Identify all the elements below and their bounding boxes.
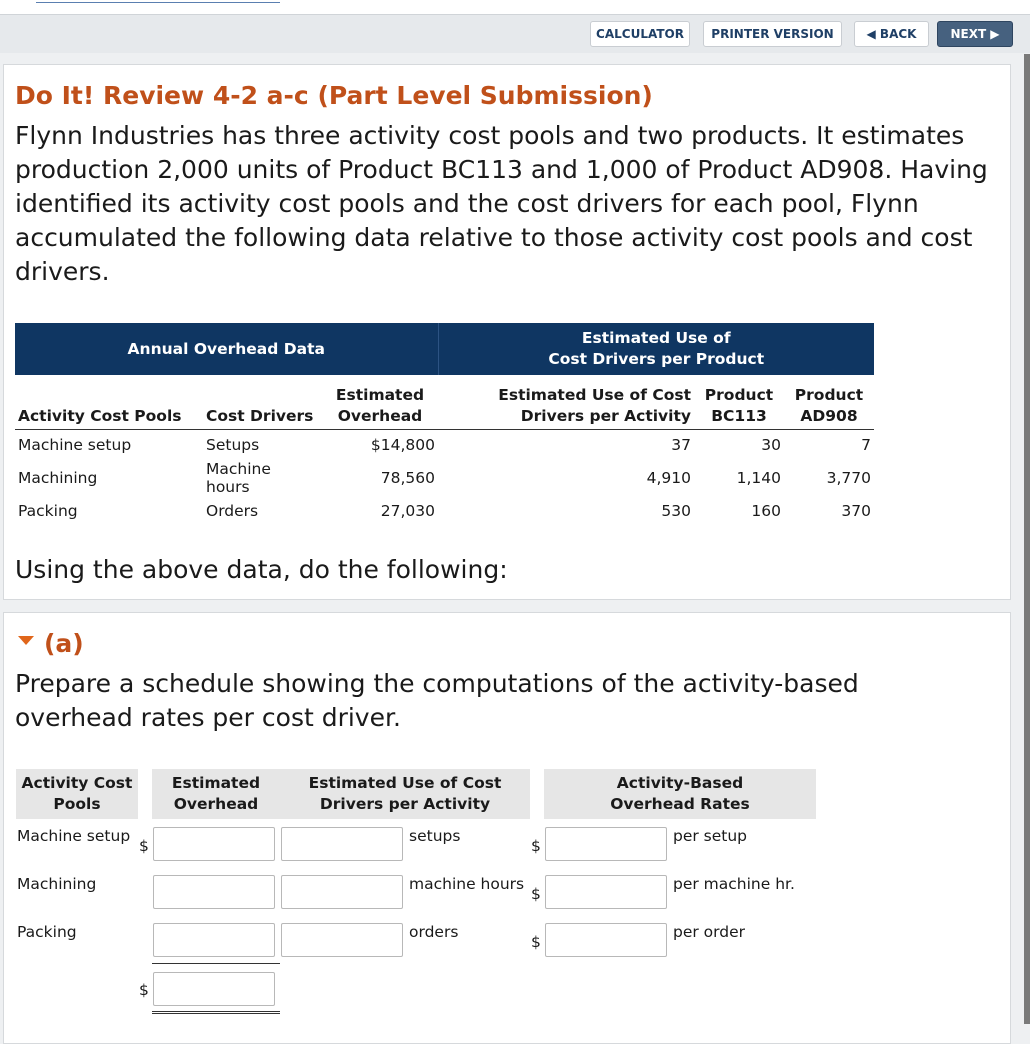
dollar-sign: $ xyxy=(139,981,149,999)
table-row xyxy=(15,460,874,496)
cell-driver: Setups xyxy=(206,436,260,454)
sch-col-use-l1: Estimated Use of Cost xyxy=(308,774,502,792)
col-product-ad908 xyxy=(784,375,874,430)
col-estimated-use-l2: Drivers per Activity xyxy=(520,407,691,425)
sch-col-overhead-l2: Overhead xyxy=(173,795,259,813)
cell-overhead: 78,560 xyxy=(380,469,435,487)
row-per: per setup xyxy=(673,827,748,845)
schedule-total-row xyxy=(16,963,816,1012)
sch-col-rates-l1: Activity-Based xyxy=(616,774,744,792)
dollar-sign: $ xyxy=(531,885,541,903)
schedule-table xyxy=(16,769,816,1014)
sch-gap xyxy=(138,769,152,819)
sch-col-use-l2: Drivers per Activity xyxy=(319,795,491,813)
cell-ad908: 370 xyxy=(841,502,871,520)
row-per: per order xyxy=(673,923,746,941)
estimated-use-header-l1: Estimated Use of xyxy=(581,329,731,347)
sch-col-rates xyxy=(544,769,816,819)
overhead-data-table xyxy=(15,323,874,526)
overhead-rate-input[interactable] xyxy=(545,923,667,957)
sch-col-overhead-l1: Estimated xyxy=(171,774,261,792)
sch-col-overhead xyxy=(152,769,280,819)
col-product-ad908-l1: Product xyxy=(794,386,864,404)
question-intro: Flynn Industries has three activity cost pools and two products. It estimates production 2,000 units of Product BC113 and 1,000 of Product AD908. Having identified its activity cost pools and the cost drivers for each pool, Flynn accumulated the following data relative to those activity cost pools and cost drivers. xyxy=(15,121,988,286)
question-title: Do It! Review 4-2 a-c (Part Level Submission) xyxy=(15,81,653,110)
estimated-overhead-input[interactable] xyxy=(153,875,275,909)
cell-driver: Orders xyxy=(206,502,259,520)
cell-pool: Machine setup xyxy=(18,436,132,454)
driver-usage-input[interactable] xyxy=(281,827,403,861)
row-unit: setups xyxy=(409,827,461,845)
col-product-bc113-l2: BC113 xyxy=(711,407,767,425)
part-a-panel xyxy=(3,612,1011,1044)
col-product-bc113 xyxy=(694,375,784,430)
part-a-label: (a) xyxy=(44,629,84,658)
part-a-prompt: Prepare a schedule showing the computations of the activity-based overhead rates per cost driver. xyxy=(15,669,859,732)
cell-use: 4,910 xyxy=(646,469,691,487)
sch-col-pools-l1: Activity Cost xyxy=(21,774,133,792)
dollar-sign: $ xyxy=(531,837,541,855)
col-estimated-overhead xyxy=(322,375,438,430)
schedule-row xyxy=(16,819,816,867)
cell-bc113: 1,140 xyxy=(736,469,781,487)
cell-ad908: 3,770 xyxy=(826,469,871,487)
estimated-overhead-input[interactable] xyxy=(153,923,275,957)
estimated-overhead-input[interactable] xyxy=(153,827,275,861)
total-overhead-input[interactable] xyxy=(153,972,275,1006)
overhead-rate-input[interactable] xyxy=(545,827,667,861)
annual-overhead-header: Annual Overhead Data xyxy=(15,323,438,375)
printer-version-button[interactable]: PRINTER VERSION xyxy=(703,21,842,47)
cell-overhead: 27,030 xyxy=(380,502,435,520)
cell-bc113: 160 xyxy=(751,502,781,520)
cell-use: 37 xyxy=(671,436,691,454)
toolbar xyxy=(0,15,1030,53)
row-pool: Machine setup xyxy=(17,827,131,845)
row-unit: machine hours xyxy=(409,875,525,893)
dollar-sign: $ xyxy=(531,933,541,951)
sch-col-pools-l2: Pools xyxy=(53,795,101,813)
cell-pool: Machining xyxy=(18,469,98,487)
col-activity-cost-pools: Activity Cost Pools xyxy=(15,375,203,430)
table-row xyxy=(15,430,874,461)
next-button[interactable]: NEXT ▶ xyxy=(937,21,1013,47)
cell-driver: Machine hours xyxy=(206,460,271,496)
sch-col-rates-l2: Overhead Rates xyxy=(610,795,750,813)
sch-gap xyxy=(530,769,544,819)
col-product-bc113-l1: Product xyxy=(704,386,774,404)
table-row xyxy=(15,496,874,526)
cell-pool: Packing xyxy=(18,502,78,520)
row-unit: orders xyxy=(409,923,459,941)
row-pool: Machining xyxy=(17,875,97,893)
col-estimated-overhead-l2: Overhead xyxy=(337,407,423,425)
cell-ad908: 7 xyxy=(861,436,871,454)
row-per: per machine hr. xyxy=(673,875,795,893)
sch-col-pools xyxy=(16,769,138,819)
dollar-sign: $ xyxy=(139,837,149,855)
row-pool: Packing xyxy=(17,923,77,941)
top-link-underline xyxy=(36,0,280,3)
driver-usage-input[interactable] xyxy=(281,923,403,957)
schedule-row xyxy=(16,867,816,915)
top-strip xyxy=(0,0,1030,15)
scrollbar[interactable] xyxy=(1024,54,1030,1024)
driver-usage-input[interactable] xyxy=(281,875,403,909)
question-panel xyxy=(3,64,1011,600)
cell-overhead: $14,800 xyxy=(370,436,435,454)
cell-use: 530 xyxy=(661,502,691,520)
overhead-rate-input[interactable] xyxy=(545,875,667,909)
schedule-row xyxy=(16,915,816,963)
cell-bc113: 30 xyxy=(761,436,781,454)
col-product-ad908-l2: AD908 xyxy=(800,407,858,425)
estimated-use-header xyxy=(438,323,874,375)
estimated-use-header-l2: Cost Drivers per Product xyxy=(548,350,765,368)
back-button[interactable]: ◀ BACK xyxy=(854,21,929,47)
calculator-button[interactable]: CALCULATOR xyxy=(590,21,690,47)
col-estimated-overhead-l1: Estimated xyxy=(335,386,425,404)
collapse-caret-icon[interactable] xyxy=(18,636,34,645)
sch-col-use xyxy=(280,769,530,819)
col-estimated-use-l1: Estimated Use of Cost xyxy=(498,386,691,404)
instruction-text: Using the above data, do the following: xyxy=(15,555,508,584)
col-estimated-use xyxy=(438,375,694,430)
col-cost-drivers: Cost Drivers xyxy=(203,375,322,430)
